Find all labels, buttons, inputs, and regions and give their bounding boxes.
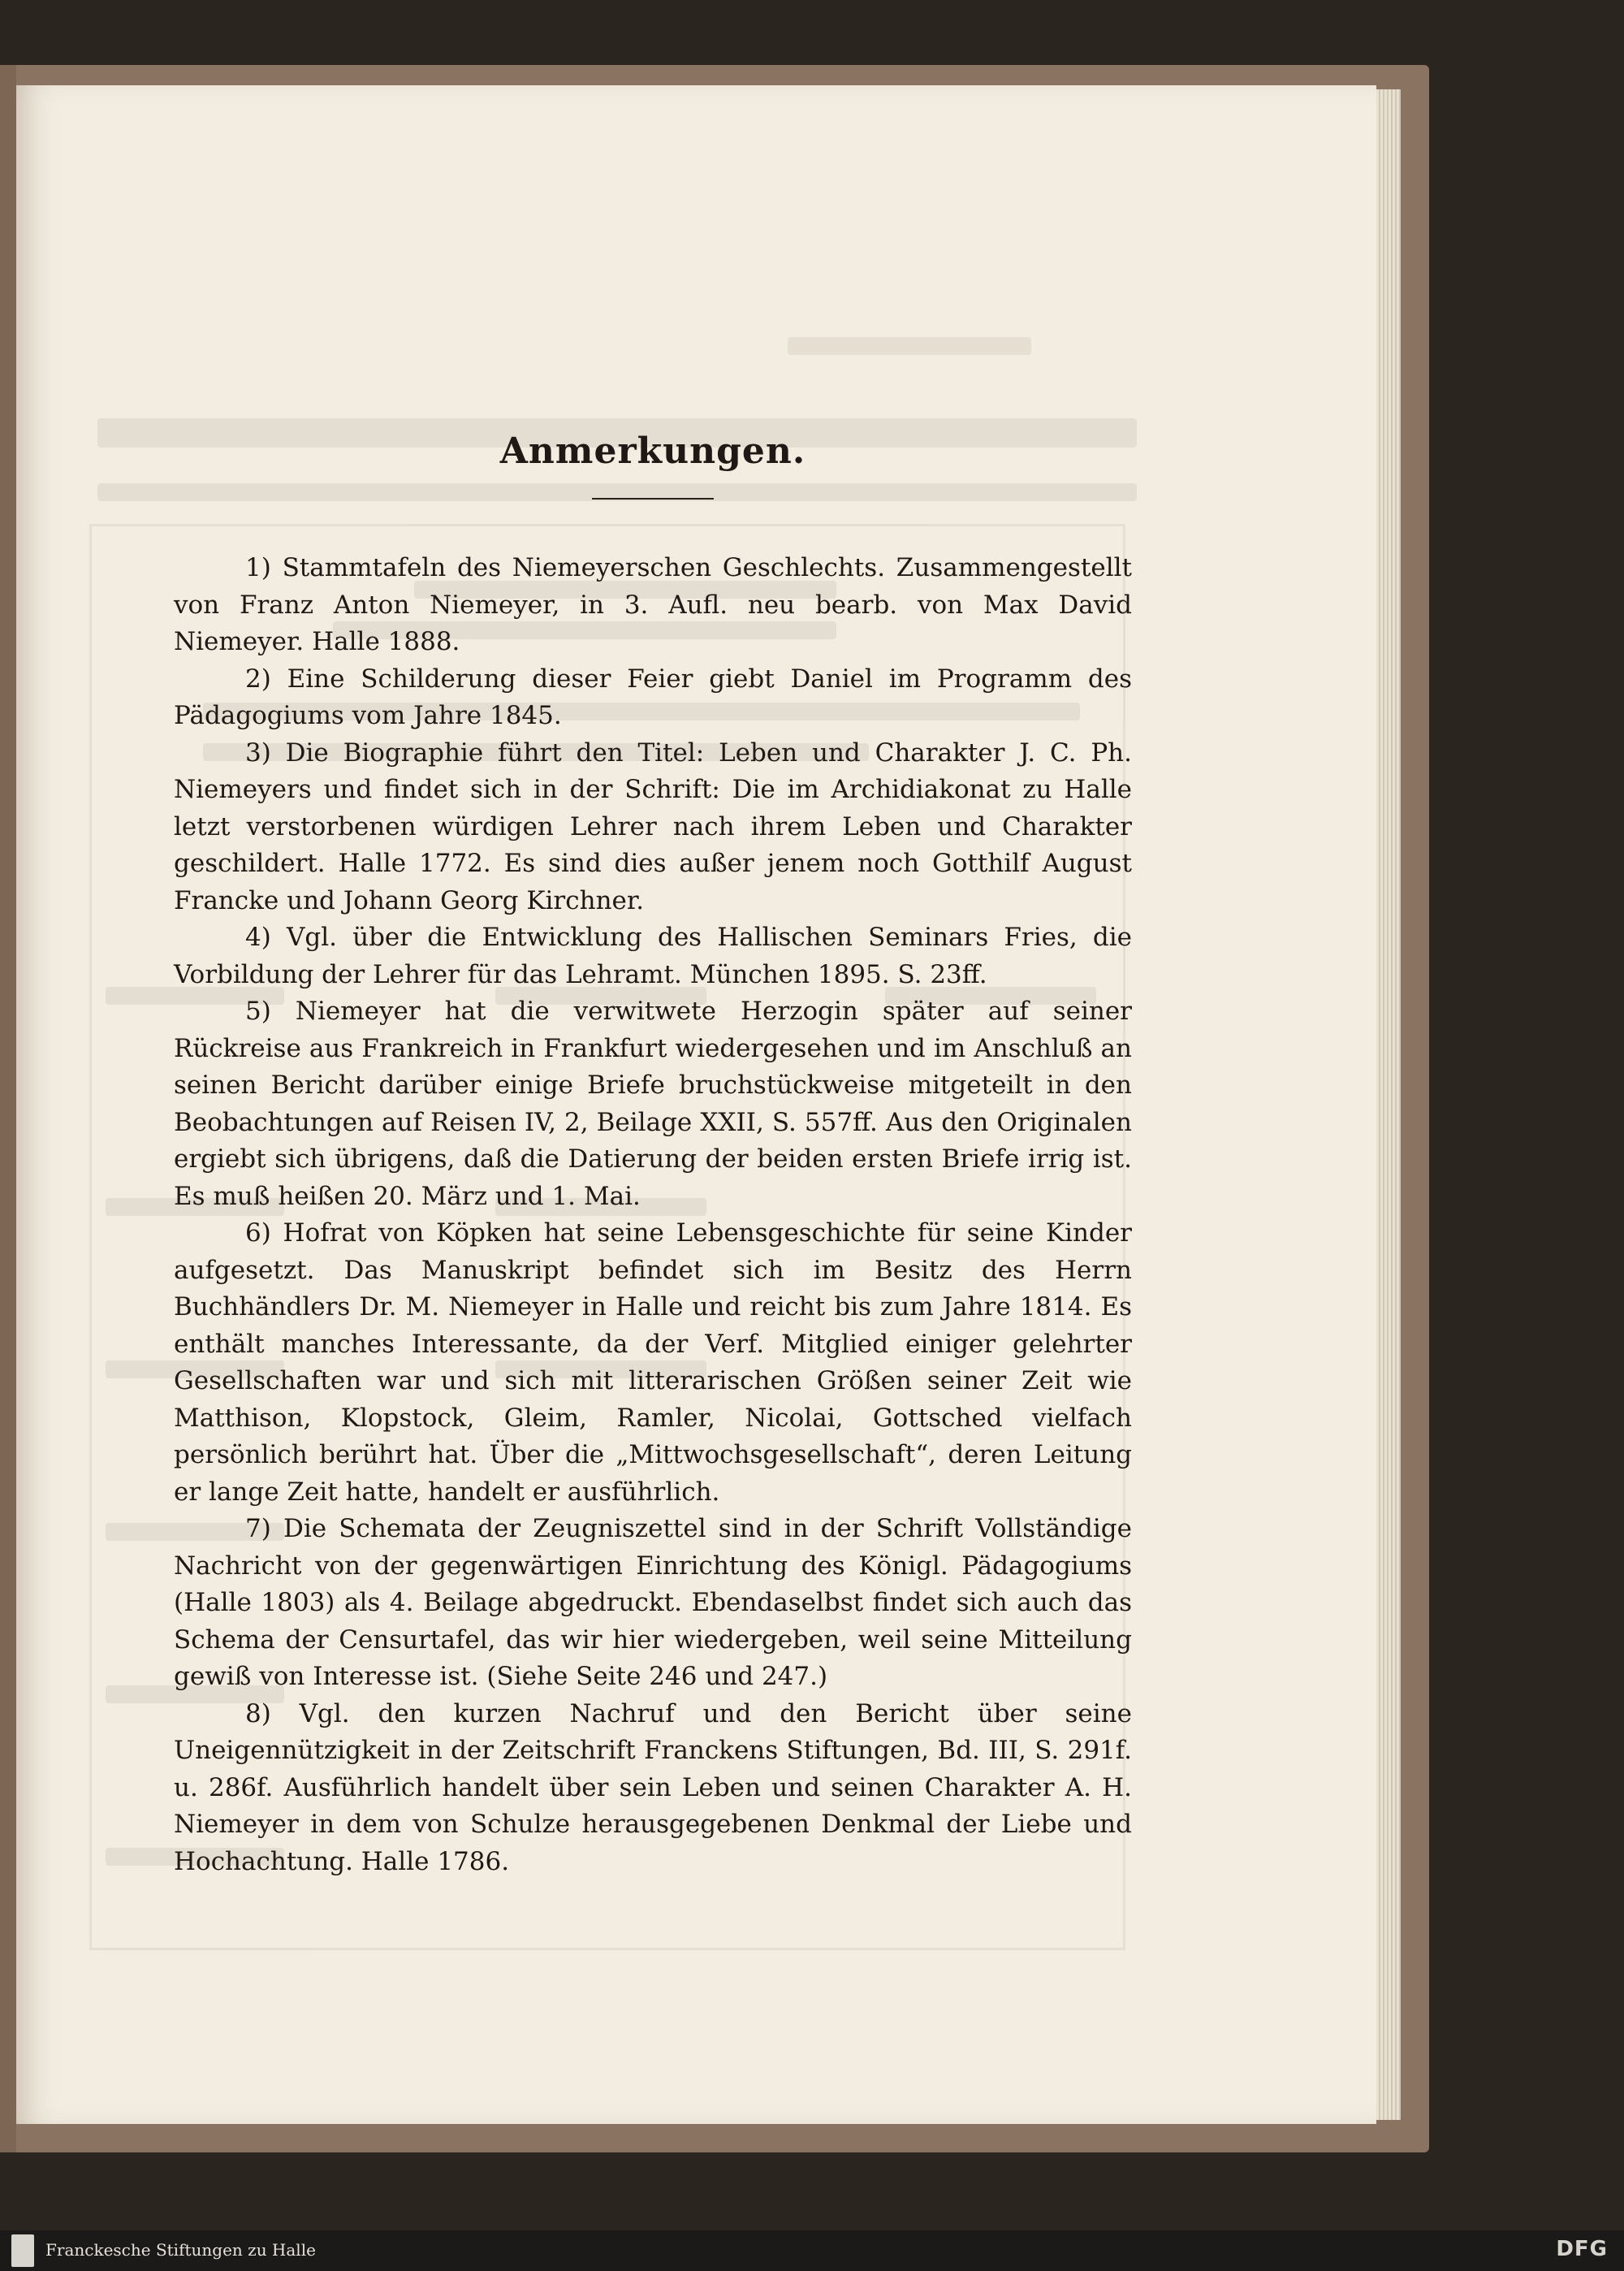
note-1: 1) Stammtafeln des Niemeyerschen Geschlechts. Zusammengestellt von Franz Anton Niemeyer, in 3. Aufl. neu bearb. von Max David Niemeyer. Halle 1888.	[174, 553, 1132, 656]
note-5: 5) Niemeyer hat die verwitwete Herzogin später auf seiner Rückreise aus Frankreich in Frankfurt wiedergesehen und im Anschluß an seinen Bericht darüber einige Briefe bruchstückweise mitgeteilt in den Beobachtungen auf Reisen IV, 2, Beilage XXII, S. 557ff. Aus den Originalen ergiebt sich übrigens, daß die Datierung der beiden ersten Briefe irrig ist. Es muß heißen 20. März und 1. Mai.	[174, 997, 1132, 1211]
page-heading: Anmerkungen.	[499, 430, 806, 472]
institution-name: Franckesche Stiftungen zu Halle	[45, 2240, 316, 2260]
dfg-logo: DFG	[1556, 2237, 1608, 2261]
heading-rule	[592, 498, 714, 500]
note-7: 7) Die Schemata der Zeugniszettel sind in der Schrift Vollständige Nachricht von der gegenwärtigen Einrichtung des Königl. Pädagogiums (Halle 1803) als 4. Beilage abgedruckt. Ebendaselbst findet sich auch das Schema der Censurtafel, das wir hier wiedergeben, weil seine Mitteilung gewiß von Interesse ist. (Siehe Seite 246 und 247.)	[174, 1514, 1132, 1691]
page-content	[174, 430, 1132, 1880]
institution-logo-icon	[11, 2234, 34, 2267]
note-8: 8) Vgl. den kurzen Nachruf und den Bericht über seine Uneigennützigkeit in der Zeitschrift Franckens Stiftungen, Bd. III, S. 291f. u. 286f. Ausführlich handelt über sein Leben und seinen Charakter A. H. Niemeyer in dem von Schulze herausgegebenen Denkmal der Liebe und Hochachtung. Halle 1786.	[174, 1698, 1132, 1876]
book-spine-edge	[0, 65, 16, 2152]
note-3: 3) Die Biographie führt den Titel: Leben und Charakter J. C. Ph. Niemeyers und findet sich in der Schrift: Die im Archidiakonat zu Halle letzt verstorbenen würdigen Lehrer nach ihrem Leben und Charakter geschildert. Halle 1772. Es sind dies außer jenem noch Gotthilf August Francke und Johann Georg Kirchner.	[174, 738, 1132, 915]
note-4: 4) Vgl. über die Entwicklung des Hallischen Seminars Fries, die Vorbildung der Lehrer für das Lehramt. München 1895. S. 23ff.	[174, 923, 1132, 989]
note-6: 6) Hofrat von Köpken hat seine Lebensgeschichte für seine Kinder aufgesetzt. Das Manuskript befindet sich im Besitz des Herrn Buchhändlers Dr. M. Niemeyer in Halle und reicht bis zum Jahre 1814. Es enthält manches Interessante, da der Verf. Mitglied einiger gelehrter Gesellschaften war und sich mit litterarischen Größen seiner Zeit wie Matthison, Klopstock, Gleim, Ramler, Nicolai, Gottsched vielfach persönlich berührt hat. Über die „Mittwochsgesellschaft“, deren Leitung er lange Zeit hatte, handelt er ausführlich.	[174, 1218, 1132, 1507]
note-2: 2) Eine Schilderung dieser Feier giebt Daniel im Programm des Pädagogiums vom Jahre 1845.	[174, 664, 1132, 730]
